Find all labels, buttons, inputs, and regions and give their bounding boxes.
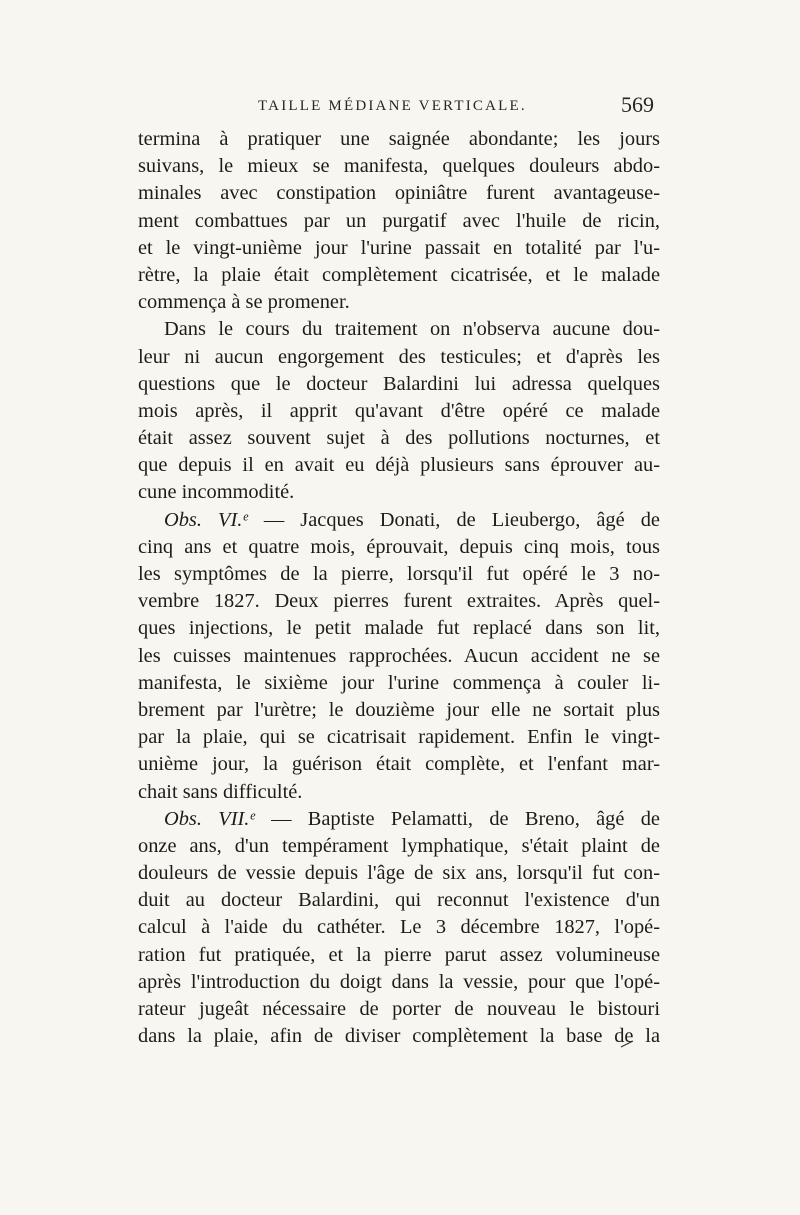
text-line: questions que le docteur Balardini lui adressa quelques (138, 372, 660, 395)
text-line: Dans le cours du traitement on n'observa aucune dou- (164, 318, 660, 341)
body-text (138, 126, 660, 1050)
text-line: duit au docteur Balardini, qui reconnut l'existence d'un (138, 889, 660, 912)
text-fragment: — Baptiste Pelamatti, de Breno, âgé de (271, 807, 660, 830)
text-line: termina à pratiquer une saignée abondante; les jours (138, 128, 660, 150)
text-line: unième jour, la guérison était complète, et l'enfant mar- (138, 753, 660, 776)
ink-mark (620, 1040, 634, 1048)
text-line: onze ans, d'un tempérament lymphatique, s'était plaint de (138, 834, 660, 857)
text-line: et le vingt-unième jour l'urine passait en totalité par l'u- (138, 236, 660, 259)
text-line: les cuisses maintenues rapprochées. Aucun accident ne se (138, 644, 660, 667)
running-title: TAILLE MÉDIANE VERTICALE. (258, 98, 527, 114)
text-line: mois après, il apprit qu'avant d'être opéré ce malade (138, 399, 660, 422)
text-line: ration fut pratiquée, et la pierre parut assez volumineuse (138, 943, 660, 966)
text-line: ment combattues par un purgatif avec l'huile de ricin, (138, 209, 660, 232)
text-line: ques injections, le petit malade fut replacé dans son lit, (138, 617, 660, 640)
text-line: suivans, le mieux se manifesta, quelques douleurs abdo- (138, 155, 660, 178)
text-fragment: — Jacques Donati, de Lieubergo, âgé de (263, 508, 660, 531)
text-line: après l'introduction du doigt dans la vessie, pour que l'opé- (138, 970, 660, 993)
observation-line (138, 806, 660, 833)
text-line: leur ni aucun engorgement des testicules; et d'après les (138, 345, 660, 368)
text-line: cune incommodité. (138, 481, 295, 504)
text-line: douleurs de vessie depuis l'âge de six ans, lorsqu'il fut con- (138, 862, 660, 885)
text-line: calcul à l'aide du cathéter. Le 3 décembre 1827, l'opé- (138, 916, 660, 939)
obs-label: Obs. VII.ᵉ (164, 807, 255, 830)
text-line: vembre 1827. Deux pierres furent extraites. Après quel- (138, 590, 660, 613)
text-line: les symptômes de la pierre, lorsqu'il fut opéré le 3 no- (138, 563, 660, 585)
text-line: rètre, la plaie était complètement cicatrisée, et le malade (138, 263, 660, 286)
obs-label: Obs. VI.ᵉ (164, 508, 248, 531)
text-line: commença à se promener. (138, 291, 350, 314)
text-line: brement par l'urètre; le douzième jour elle ne sortait plus (138, 698, 660, 721)
text-line: dans la plaie, afin de diviser complètement la base de la (138, 1025, 660, 1048)
text-line: manifesta, le sixième jour l'urine commença à couler li- (138, 671, 660, 694)
text-line: cinq ans et quatre mois, éprouvait, depuis cinq mois, tous (138, 535, 660, 558)
text-line: que depuis il en avait eu déjà plusieurs sans éprouver au- (138, 454, 660, 477)
text-line: chait sans difficulté. (138, 780, 303, 803)
text-line: rateur jugeât nécessaire de porter de nouveau le bistouri (138, 998, 660, 1020)
page-number: 569 (621, 92, 654, 117)
text-line: minales avec constipation opiniâtre furent avantageuse- (138, 182, 660, 205)
text-line: était assez souvent sujet à des pollutions nocturnes, et (138, 427, 660, 450)
text-line: par la plaie, qui se cicatrisait rapidement. Enfin le vingt- (138, 726, 660, 749)
observation-line (138, 507, 660, 534)
